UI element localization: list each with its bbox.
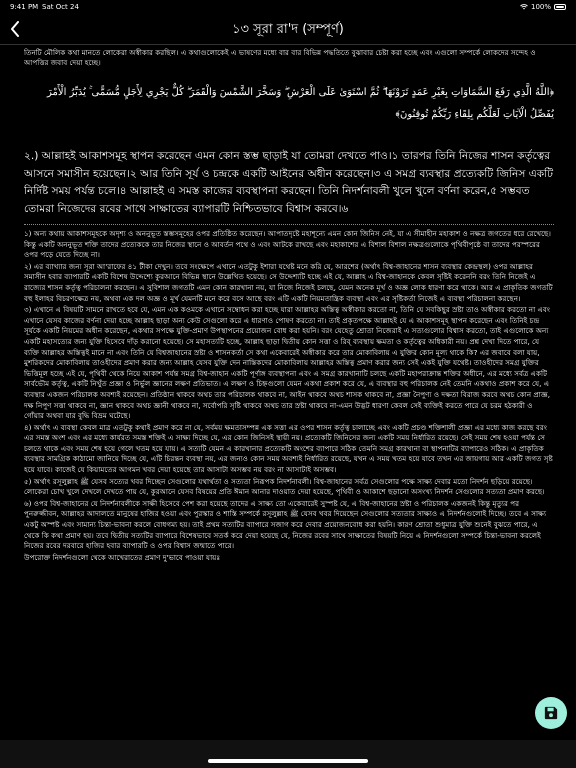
intro-text: তিনটি মৌলিক কথা মানতে লোকেরা অস্বীকার করছিল। এ কথাগুলোকেই এ ভাষণের মধ্যে বার বার বিভিন্ন পদ্ধতিতে বুঝাবার চেষ্টা করা হচ্ছে এবং এগুলো সম্পর্কে লোকদের সন্দেহ ও আপত্তির জবাব দেয়া হচ্ছে। — [24, 48, 536, 67]
home-indicator[interactable] — [208, 759, 368, 763]
divider — [24, 224, 554, 225]
battery-percent: 100% — [530, 3, 551, 11]
footnote-3: ৩) এখানে এ বিষয়টি সামনে রাখতে হবে যে, এমন এক কওমকে এখানে সম্বোধন করা হচ্ছে যারা আল্লাহর অস্তিত্ব অস্বীকার করতো না, তিনি যে সবকিছুর স্রষ্টা তাও অস্বীকার করতো না এবং এখানে যেসব কাজের বর্ণনা দেয়া হচ্ছে আল্লাহ ছাড়া অন্য কেউ সেগুলো করে এ ধারণাও পোষণ করতো না। তাই প্রকৃতপক্ষে আল্লাহই যে এ আকাশসমূহ স্থাপন করেছেন এবং তিনিই চন্দ্র সূর্যকে একটি নিয়মের অধীন করেছেন, একথার সপক্ষে যুক্তি-প্রমাণ উপস্থাপনের প্রয়োজন বোধ করা হয়নি। বরং যেহেতু শ্রোতা নিজেরাই এ সত্যগুলোর বিশ্বাস করতো, তাই এগুলোকে অন্য একটি মহাসত্যের জন্য যুক্তি হিসেবে দাঁড় করানো হয়েছে। সে মহাসত্যটি হচ্ছে, আল্লাহ ছাড়া দ্বিতীয় কোন সত্তা ও রিব্ ব্যবস্থায় ক্ষমতা ও কর্তৃত্বের অধিকারী নয়। প্রশ্ন দেখা দিতে পারে, যে ব্যক্তি আল্লাহর অস্তিত্বই মানে না এবং তিনি যে বিশ্বজাহানের স্রষ্টা ও শাসনকর্তা সে কথা একেবারেই অস্বীকার করে তার মোকাবিলায় এ যুক্তির কোন মূল্য থাকে কি? এর জবাবে বলা যায়, মুশরিকদের মোকাবিলায় তাওহীদের প্রমাণ করার জন্য আল্লাহ যেসব যুক্তি দেন নাস্তিকদের মোকাবিলায় আল্লাহর অস্তিত্ব প্রমাণ করার জন্য সেই একই যুক্তি যথেষ্ট। তাওহীদের সমগ্র যুক্তির ভিত্তিমূল হচ্ছে এই যে, পৃথিবী থেকে নিয়ে আকাশ পর্যন্ত সমগ্র বিশ্ব-জাহান একটি পূর্ণাঙ্গ ব্যবস্থাপনা এবং এ সমগ্র কারখানাটি চলছে একটি মহাপরাক্রান্ত শক্তির অধীনে, এর মধ্যে সর্বত্র একটি সার্বভৌম কর্তৃত্ব, একটি নিখুঁত প্রজ্ঞা ও নির্ভুল জ্ঞানের লক্ষণ প্রতিভাত। এ লক্ষণ ও চিহ্নগুলো যেমন একথা প্রকাশ করে যে, এ ব্যবস্থার বহু পরিচালক নেই তেমনি একথাও প্রকাশ করে যে, এ ব্যবস্থার একজন পরিচালক অবশ্যই রয়েছেন। প্রতিষ্ঠান থাকবে অথচ তার পরিচালক থাকবে না, আইন থাকবে অথচ শাসক থাকবে না, প্রজ্ঞা নৈপুণ্য ও দক্ষতা বিরাজ করবে অথচ কোন প্রাজ্ঞ, দক্ষ নিপুণ সত্তা থাকবে না, জ্ঞান থাকবে অথচ জ্ঞানী থাকবে না, সর্বোপরি সৃষ্টি থাকবে অথচ তার স্রষ্টা থাকবে না-এমন উদ্ভট ধারণা কেবল সেই ব্যক্তিই করতে পারে যে চরম হঠকারী ও গোঁয়ার অথবা যার বুদ্ধি বিভ্রম ঘটেছে। — [24, 305, 551, 421]
status-bar — [0, 0, 576, 14]
battery-icon — [554, 4, 566, 10]
status-time: 9:41 PM — [10, 3, 39, 11]
footnote-1: ১) অন্য কথায় আকাশসমূহকে অদৃশ্য ও অননুভূত স্তম্ভসমূহের ওপর প্রতিষ্ঠিত করেছেন। আপাতদৃষ্টে মহাশূন্যে এমন কোন জিনিস নেই, যা এ সীমাহীন মহাকাশ ও নক্ষত্র জগতের ধরে রেখেছে। কিন্তু একটি অননুভূত শক্তি তাদের প্রত্যেককে তার নিজের স্থানে ও আবর্তন পথে ও এবং আটকে রাখছে এবং মহাকাশের এ বিশাল বিশাল নক্ষত্রগুলোকে পৃথিবীপৃষ্ঠে বা তাদের পরস্পরের ওপর পড়ে যেতে দিচ্ছে না। — [24, 229, 551, 260]
bottom-bar — [0, 740, 576, 768]
surah-content[interactable] — [24, 44, 554, 744]
status-right — [520, 3, 566, 11]
footnote-5: ৫) অর্থাৎ রসূলুল্লাহ ﷺ যেসব সত্যের খবর দিচ্ছেন সেগুলোর যথার্থতা ও সত্যতা নিরূপক নিদর্শনাবলী। বিশ্ব-জাহানের সর্বত্র সেগুলোর পক্ষে সাক্ষ্য দেবার মতো নিদর্শন ছড়িয়ে রয়েছে। লোকেরা চোখ খুলে দেখলে দেখতে পায় যে, কুরআনে যেসব বিষয়ের প্রতি ঈমান আনার দাওয়াত দেয়া হয়েছে, পৃথিবী ও আকাশে ছড়ানো অসংখ্য নিদর্শন সেগুলোর সত্যতা প্রমাণ করছে। — [24, 476, 545, 497]
floppy-disk-icon — [544, 706, 558, 720]
footnote-6: ৬) ওপর বিশ্ব-জাহানের যে নিদর্শনাবলীকে সাক্ষী হিসেবে পেশ করা হয়েছে তাদের এ সাক্ষ্য তো একেবারেই সুস্পষ্ট যে, এ বিশ্ব-জাহানের স্রষ্টা ও পরিচালক একজনই কিন্তু মৃত্যুর পর পুনরুজ্জীবন, আল্লাহর আদালতে মানুষের হাজির হওয়া এবং পুরস্কার ও শাস্তি সম্পর্কে রসূলুল্লাহ ﷺ যেসব খবর দিয়েছেন সেগুলোর সত্যতার সাক্ষ্যও এ নিদর্শনগুলোই দিচ্ছে। তবে এ সাক্ষ্য একটু অস্পষ্ট এবং সামান্য চিন্তা-ভাবনা করলে বোধগম্য হয়। তাই প্রথম সত্যটির ব্যাপারে সজাগ করে দেবার প্রয়োজনবোধ করা হয়নি। কারণ শ্রোতা শুধুমাত্র যুক্তি শুনেই বুঝতে পারে, এ থেকে কি কথা প্রমাণ হয়। তবে দ্বিতীয় সত্যটির ব্যাপারে বিশেষভাবে সতর্ক করে দেয়া হয়েছে যে, নিজের রবের সাথে সাক্ষাতের বিষয়টি নিয়ে এ নিদর্শনগুলো সম্পর্কে চিন্তা-ভাবনা করলেই নিজের রবের দরবারে হাজির হবার ব্যাপারটি ও ওপর বিশ্বাস জন্মাতে পারে। — [24, 498, 547, 551]
wifi-icon — [520, 4, 528, 10]
verse-translation: ২.) আল্লাহই আকাশসমূহ স্থাপন করেছেন এমন কোন স্তম্ভ ছাড়াই যা তোমরা দেখতে পাও।১ তারপর তিনি নিজের শাসন কর্তৃত্বের আসনে সমাসীন হয়েছেন।২ আর তিনি সূর্য ও চন্দ্রকে একটি আইনের অধীন করেছেন।৩ এ সমগ্র ব্যবস্থার প্রত্যেকটি জিনিস একটি নির্দিষ্ট সময় পর্যন্ত চলে।৪ আল্লাহই এ সমস্ত কাজের ব্যবস্থাপনা করছেন। তিনি নিদর্শনাবলী খুলে খুলে বর্ণনা করেন,৫ সম্ভবত তোমরা নিজেদের রবের সাথে সাক্ষাতের ব্যাপারটি নিশ্চিতভাবে বিশ্বাস করবে।৬ — [24, 150, 553, 215]
page-title: ১৩ সূরা রা'দ (সম্পূর্ণ) — [232, 22, 344, 37]
status-date: Sat Oct 24 — [42, 3, 79, 11]
arabic-verse: ﴿اللَّهُ الَّذِي رَفَعَ السَّمَاوَاتِ بِغَيْرِ عَمَدٍ تَرَوْنَهَا ۖ ثُمَّ اسْتَوَىٰ عَلَى الْعَرْشِ ۖ وَسَخَّرَ الشَّمْسَ وَالْقَمَرَ ۖ كُلٌّ يَجْرِي لِأَجَلٍ مُّسَمًّى ۚ يُدَبِّرُ الْأَمْرَ يُفَصِّلُ الْآيَاتِ لَعَلَّكُم بِلِقَاءِ رَبِّكُمْ تُوقِنُونَ﴾ — [47, 87, 554, 120]
save-button[interactable] — [535, 697, 567, 729]
navigation-bar — [0, 14, 576, 45]
footnote-2: ২) এর ব্যাখ্যার জন্য সূরা আ'রাফের ৪১ টীকা দেখুন। তবে সংক্ষেপে এখানে এতটুকু ইশারা যথেষ্ট মনে করি যে, আরশের (অর্থাৎ বিশ্ব-জাহানের শাসন ব্যবস্থার কেন্দ্রস্থল) ওপর আল্লাহর সমাসীন হবার ব্যাপারটি একটি বিশেষ উদ্দেশ্যে কুরআনে বিভিন্ন স্থানে উল্লেখিত হয়েছে। সে উদ্দেশ্যটি হচ্ছে এই যে, আল্লাহ এ বিশ্ব-জাহানকে কেবল সৃষ্টিই করেননি বরং তিনি নিজেই এ রাজ্যের শাসন কর্তৃত্ব পরিচালনা করছেন। এ সুবিশাল জগতটি এমন কোন কারখানা নয়, যা নিজে নিজেই চলছে, যেমন অনেক মূর্খ ও অজ্ঞ লোক ধারণা করে থাকে। আর এ প্রাকৃতিক জগতটি বহু ইলাহর বিচরণক্ষেত্র নয়, অথবা এক দল অজ্ঞ ও মূর্খ যেমনটি মনে করে বসে আছে বরং এটি একটি নিয়মতান্ত্রিক ব্যবস্থা এবং এর সৃষ্টিকর্তা নিজেই এ ব্যবস্থা পরিচালনা করছেন। — [24, 261, 553, 303]
footnote-continuation: উপরোক্ত নিদর্শনগুলো থেকে আখেরাতের প্রমাণ দু'ভাবে পাওয়া যায়ঃ — [24, 552, 221, 562]
footnotes — [24, 229, 554, 563]
footnote-4: ৪) অর্থাৎ এ ব্যবস্থা কেবল মাত্র এতটুকু কথাই প্রমাণ করে না যে, সর্বময় ক্ষমতাসম্পন্ন এক সত্তা এর ওপর শাসন কর্তৃত্ব চালাচ্ছে এবং একটি প্রচণ্ড শক্তিশালী প্রজ্ঞা এর মধ্যে কাজ করছে বরং এর সমস্ত অংশ এবং এর মধ্যে কার্যরত সমস্ত শক্তিই এ সাক্ষ্য দিচ্ছে যে, এর কোন জিনিসই স্থায়ী নয়। প্রত্যেকটি জিনিসের জন্য একটি সময় নির্ধারিত রয়েছে। সেই সময় শেষ হওয়া পর্যন্ত সে চলতে থাকে এবং সময় শেষ হয়ে গেলে খতম হয়ে যায়। এ সত্যটি যেমন এ কারখানার প্রত্যেকটি অংশের ব্যাপারে সঠিক তেমনি সমগ্র কারখানা বা স্থাপনাটির ব্যাপারেও সঠিক। এ প্রাকৃতিক ব্যবস্থার সামগ্রিক কাঠামো জানিয়ে দিচ্ছে যে, এটি চিরন্তন ব্যবস্থা নয়, এর জন্যও কোন সময় অবশ্যই নির্ধারিত রয়েছে, যখন এ সময় খতম হয়ে যাবে তখন এর জায়গায় আর একটি জগত সৃষ্ট হয়ে যাবে। কাজেই যে কিয়ামতের আগমন খবর দেয়া হয়েছে তার আসাটা অসম্ভব নয় বরং না আসাটাই অসম্ভব। — [24, 422, 553, 475]
